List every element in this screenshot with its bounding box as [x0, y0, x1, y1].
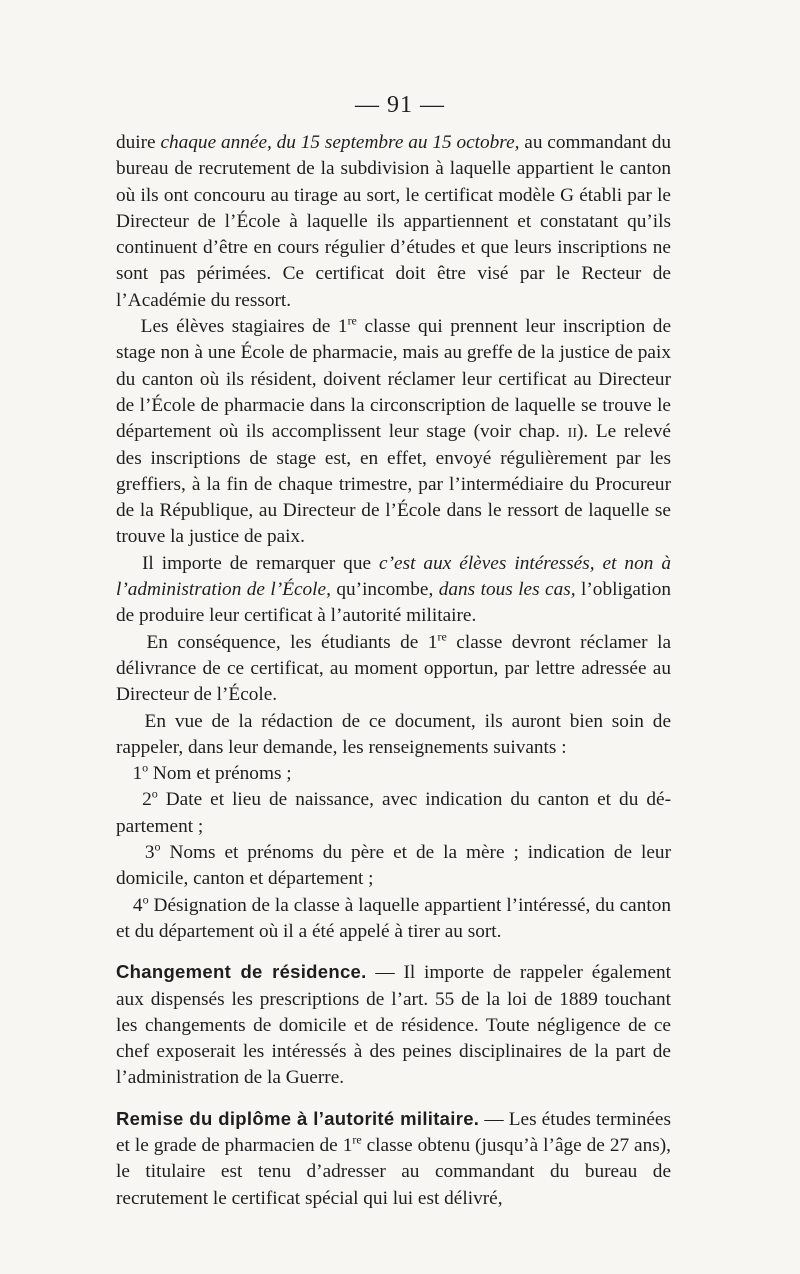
chapter-reference: ii: [567, 421, 577, 443]
list-item-1-number: 1: [132, 763, 143, 785]
paragraph-2-superscript: re: [347, 313, 357, 328]
section-change-of-residence-text: — Il importe de rappeler également aux dispensés les prescriptions de l’art. 55 de la loi de 1889 touchant les changements de domicile et de résidence. Toute négligence de ce chef exposerait les intéressés à des peines disciplinaires de la part de l’administration de la Guerre.: [116, 962, 671, 1089]
list-item-3-text: Noms et prénoms du père et de la mère ; indication de leur domicile, canton et département ;: [116, 842, 671, 890]
paragraph-1-text-b: au commandant du bureau de recrutement de la subdivision à laquelle appartient le canton où ils ont concouru au tirage au sort, le certificat modèle G établi par le Directeur de l’École à laquelle ils appartiennent et constatant qu’ils continuent d’être en cours régulier d’études et que leurs inscriptions ne sont pas périmées. Ce certificat doit être visé par le Recteur de l’Académie du ressort.: [116, 132, 672, 311]
list-item-1: [116, 761, 671, 787]
list-item-2: [116, 787, 671, 840]
section-diploma-submission-text-b: classe obtenu (jusqu’à l’âge de 27 ans), le titulaire est tenu d’adresser au commandant du bureau de recrutement le certificat spécial qui lui est délivré,: [116, 1134, 671, 1209]
paragraph-3-text-c: l’obligation de produire leur certificat à l’autorité militaire.: [116, 579, 671, 627]
list-item-1-text: Nom et prénoms ;: [148, 763, 292, 785]
list-item-3: [116, 840, 671, 893]
paragraph-5-text: En vue de la rédaction de ce document, ils auront bien soin de rappeler, dans leur demande, les renseignements suivants :: [116, 710, 671, 758]
paragraph-3: [116, 551, 671, 630]
paragraph-4-text-a: En conséquence, les étudiants de 1: [146, 631, 438, 653]
paragraph-3-italic-b: dans tous les cas,: [438, 579, 576, 601]
section-diploma-submission-text-a: — Les études terminées et le grade de pharmacien de 1: [116, 1108, 671, 1156]
paragraph-4-superscript: re: [437, 629, 447, 644]
list-item-4-ordinal: o: [142, 892, 149, 907]
paragraph-1-italic: chaque année, du 15 septembre au 15 octobre,: [160, 132, 520, 153]
paragraph-3-italic-a: c’est aux élèves intéressés, et non à l’administration de l’École,: [116, 552, 671, 601]
list-item-4: [116, 893, 671, 946]
section-diploma-submission: [116, 1106, 671, 1212]
section-change-of-residence: [116, 959, 671, 1091]
list-item-2-number: 2: [142, 789, 152, 811]
paragraph-2: [116, 314, 671, 551]
section-heading-change-of-residence: Changement de résidence.: [116, 961, 367, 983]
list-item-3-number: 3: [144, 842, 155, 864]
paragraph-3-text-b: qu’incombe,: [330, 579, 439, 601]
paragraph-5: [116, 709, 671, 762]
paragraph-2-text-b: classe qui prennent leur inscription de stage non à une École de pharmacie, mais au greffe de la justice de paix du canton où ils résident, doivent réclamer leur certificat au Directeur de l’École de pharmacie dans la circonscription de laquelle se trouve le département où ils accomplissent leur stage (voir chap.: [116, 316, 671, 443]
section-diploma-submission-superscript: re: [352, 1132, 362, 1147]
list-item-4-text: Désignation de la classe à laquelle appartient l’intéressé, du canton et du département où il a été appelé à tirer au sort.: [116, 894, 671, 942]
paragraph-2-text-a: Les élèves stagiaires de 1: [140, 316, 348, 338]
paragraph-4: [116, 630, 671, 709]
paragraph-1-text-a: duire: [116, 132, 161, 153]
list-item-2-text: Date et lieu de naissance, avec indication du canton et du département ;: [116, 789, 671, 837]
page-number: — 91 —: [355, 92, 445, 118]
paragraph-1: [116, 130, 671, 314]
list-item-2-ordinal: o: [151, 787, 158, 801]
list-item-1-ordinal: o: [142, 760, 149, 775]
body-text: [116, 130, 671, 1212]
list-item-4-number: 4: [132, 894, 143, 916]
paragraph-4-text-b: classe devront réclamer la délivrance de ce certificat, au moment opportun, par lettre adressée au Directeur de l’École.: [116, 631, 671, 706]
paragraph-2-text-c: ). Le relevé des inscriptions de stage est, en effet, envoyé régulièrement par les greffiers, à la fin de chaque trimestre, par l’intermédiaire du Procureur de la République, au Directeur de l’École dans le ressort de laquelle se trouve la justice de paix.: [116, 421, 671, 548]
paragraph-3-text-a: Il importe de remarquer que: [142, 552, 380, 574]
list-item-3-ordinal: o: [154, 839, 161, 854]
section-heading-diploma-submission: Remise du diplôme à l’autorité militaire.: [116, 1107, 480, 1129]
